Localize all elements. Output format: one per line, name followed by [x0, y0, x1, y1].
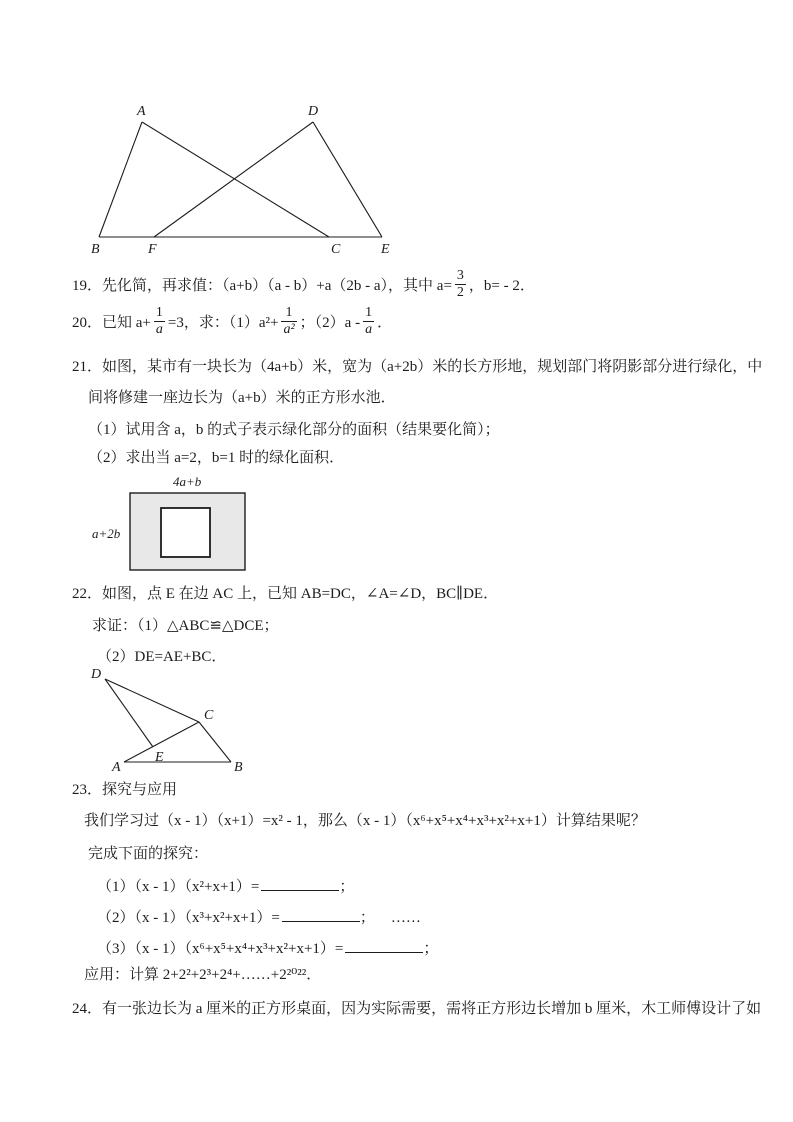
fraction-one-over-a-squared [281, 305, 296, 336]
problem-22-line1: 22．如图，点 E 在边 AC 上，已知 AB=DC，∠A=∠D，BC∥DE． [72, 586, 499, 602]
edge-b-a [99, 122, 142, 237]
figure-two-triangles [85, 95, 400, 260]
vertex-label-b: B [234, 760, 243, 775]
vertex-label-c: C [331, 242, 341, 257]
problem-23-sub2-punct: ； [359, 910, 375, 926]
problem-21-sub2: （2）求出当 a=2，b=1 时的绿化面积． [88, 450, 345, 466]
vertex-label-a: A [137, 104, 146, 119]
problem-23-sub2 [97, 905, 421, 928]
rect-top-dimension-label: 4a+b [173, 474, 202, 489]
problem-21-line1: 21．如图，某市有一块长为（4a+b）米，宽为（a+2b）米的长方形地，规划部门将阴影部分进行绿化，中 [72, 359, 763, 375]
vertex-label-f: F [148, 242, 157, 257]
problem-23-sub2-text: （2）（x - 1）（x³+x²+x+1）= [97, 910, 280, 926]
vertex-label-b: B [91, 242, 100, 257]
problem-23-title: 23．探究与应用 [72, 782, 178, 798]
vertex-label-a: A [112, 760, 121, 775]
fraction-one-over-a [363, 305, 374, 336]
inner-square-pool [161, 508, 210, 557]
problem-20-text: 20．已知 a+ [72, 314, 151, 331]
fraction-denominator: 2 [456, 284, 464, 300]
problem-19-text-end: ，b= - 2． [468, 277, 535, 294]
problem-21-sub1: （1）试用含 a，b 的式子表示绿化部分的面积（结果要化简）； [88, 422, 500, 438]
problem-23-sub3 [97, 936, 438, 959]
vertex-label-d: D [91, 667, 102, 682]
problem-23-ellipsis: …… [390, 910, 421, 926]
figure-triangle-dce [85, 662, 260, 780]
problem-23-line2: 我们学习过（x - 1）（x+1）=x² - 1，那么（x - 1）（x⁶+x⁵+x⁴+x³+x²+x+1）计算结果呢？ [84, 813, 646, 829]
problem-23-sub1-punct: ； [339, 879, 355, 895]
fraction-numerator: 1 [285, 305, 293, 321]
problem-23-sub1-text: （1）（x - 1）（x²+x+1）= [97, 879, 260, 895]
vertex-label-e: E [381, 242, 390, 257]
problem-24-line1: 24．有一张边长为 a 厘米的正方形桌面，因为实际需要，需将正方形边长增加 b 厘米，木工师傅设计了如 [72, 1001, 762, 1017]
edge-d-c [105, 679, 199, 722]
fraction-one-over-a [154, 305, 165, 336]
fraction-numerator: 1 [365, 305, 373, 321]
problem-19 [72, 265, 535, 303]
problem-23-sub3-text: （3）（x - 1）（x⁶+x⁵+x⁴+x³+x²+x+1）= [97, 941, 344, 957]
problem-20-text-mid2: ；（2）a - [299, 314, 361, 331]
fraction-denominator: a [365, 321, 373, 337]
fraction-numerator: 1 [155, 305, 163, 321]
problem-22-sub2: （2）DE=AE+BC． [97, 649, 227, 665]
problem-22-sub1: 求证：（1）△ABC≌△DCE； [92, 618, 279, 634]
figure-shaded-rectangle [88, 470, 268, 580]
fraction-numerator: 3 [456, 268, 464, 284]
edge-a-c [142, 122, 329, 237]
problem-19-text: 19．先化简，再求值：（a+b）（a - b）+a（2b - a），其中 a= [72, 277, 452, 294]
answer-blank [282, 905, 360, 922]
vertex-label-d: D [308, 104, 319, 119]
fraction-three-halves [455, 268, 466, 299]
edge-c-b [199, 722, 231, 762]
problem-23-line3: 完成下面的探究： [88, 846, 209, 862]
problem-23-sub3-punct: ； [423, 941, 439, 957]
vertex-label-e: E [155, 750, 164, 765]
vertex-label-c: C [204, 708, 214, 723]
problem-23-sub1 [97, 874, 354, 897]
problem-20-text-mid1: =3，求：（1）a²+ [167, 314, 279, 331]
fraction-denominator: a [155, 321, 163, 337]
problem-21-line2: 间将修建一座边长为（a+b）米的正方形水池． [88, 390, 396, 406]
problem-20 [72, 302, 392, 340]
edge-f-d [154, 122, 313, 237]
rect-left-dimension-label: a+2b [92, 526, 121, 541]
problem-20-text-end: ． [377, 314, 393, 331]
answer-blank [345, 936, 423, 953]
edge-d-e [313, 122, 382, 237]
answer-blank [261, 874, 339, 891]
edge-d-e [105, 679, 153, 747]
fraction-denominator: a² [283, 321, 295, 337]
problem-23-application: 应用：计算 2+2²+2³+2⁴+……+2²⁰²²． [84, 967, 322, 983]
